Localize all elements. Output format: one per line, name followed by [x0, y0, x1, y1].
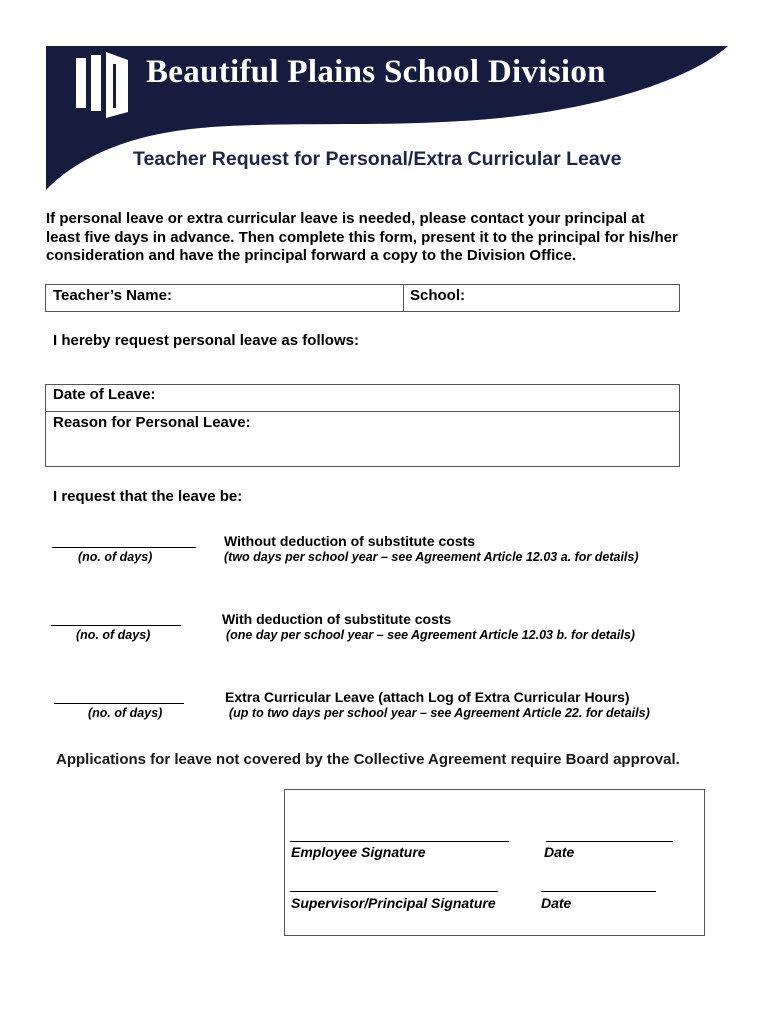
option-days-line[interactable]: [51, 625, 181, 626]
option-note: (one day per school year – see Agreement Article 12.03 b. for details): [226, 628, 635, 642]
date-of-leave-label: Date of Leave:: [53, 386, 156, 403]
option-days-label: (no. of days): [88, 706, 163, 720]
option-days-label: (no. of days): [78, 550, 153, 564]
organization-name: Beautiful Plains School Division: [146, 54, 606, 90]
school-field[interactable]: [470, 286, 675, 310]
option-note: (two days per school year – see Agreement Article 12.03 a. for details): [224, 550, 639, 564]
option-title: Extra Curricular Leave (attach Log of Extra Curricular Hours): [225, 689, 630, 705]
option-days-label: (no. of days): [76, 628, 151, 642]
option-title: Without deduction of substitute costs: [224, 533, 476, 549]
employee-date-label: Date: [544, 844, 575, 860]
reason-field[interactable]: [260, 414, 675, 464]
request-statement: I hereby request personal leave as follows:: [53, 332, 359, 349]
school-label: School:: [410, 287, 465, 304]
employee-date-line[interactable]: [546, 841, 673, 842]
board-approval-note: Applications for leave not covered by the Collective Agreement require Board approval.: [56, 751, 680, 768]
signature-box: [284, 789, 705, 936]
teacher-school-divider: [403, 284, 404, 312]
option-days-line[interactable]: [52, 547, 196, 548]
intro-line: least five days in advance. Then complete this form, present it to the principal for his/her: [46, 228, 678, 246]
employee-signature-line[interactable]: [290, 841, 509, 842]
supervisor-signature-line[interactable]: [290, 891, 498, 892]
teacher-name-field[interactable]: [185, 286, 399, 310]
option-note: (up to two days per school year – see Agreement Article 22. for details): [229, 706, 650, 720]
supervisor-signature-label: Supervisor/Principal Signature: [291, 895, 496, 911]
reason-label: Reason for Personal Leave:: [53, 414, 251, 431]
teacher-name-label: Teacher’s Name:: [53, 287, 172, 304]
leave-type-prompt: I request that the leave be:: [53, 488, 243, 505]
leave-details-divider: [45, 411, 680, 412]
supervisor-date-label: Date: [541, 895, 572, 911]
form-title: Teacher Request for Personal/Extra Curricular Leave: [133, 148, 622, 170]
intro-line: If personal leave or extra curricular leave is needed, please contact your principal at: [46, 210, 645, 227]
supervisor-date-line[interactable]: [541, 891, 656, 892]
date-of-leave-field[interactable]: [165, 386, 675, 409]
option-days-line[interactable]: [54, 703, 184, 704]
intro-paragraph: [46, 210, 736, 266]
intro-line: consideration and have the principal forward a copy to the Division Office.: [46, 247, 577, 264]
option-title: With deduction of substitute costs: [222, 611, 452, 627]
employee-signature-label: Employee Signature: [291, 844, 426, 860]
